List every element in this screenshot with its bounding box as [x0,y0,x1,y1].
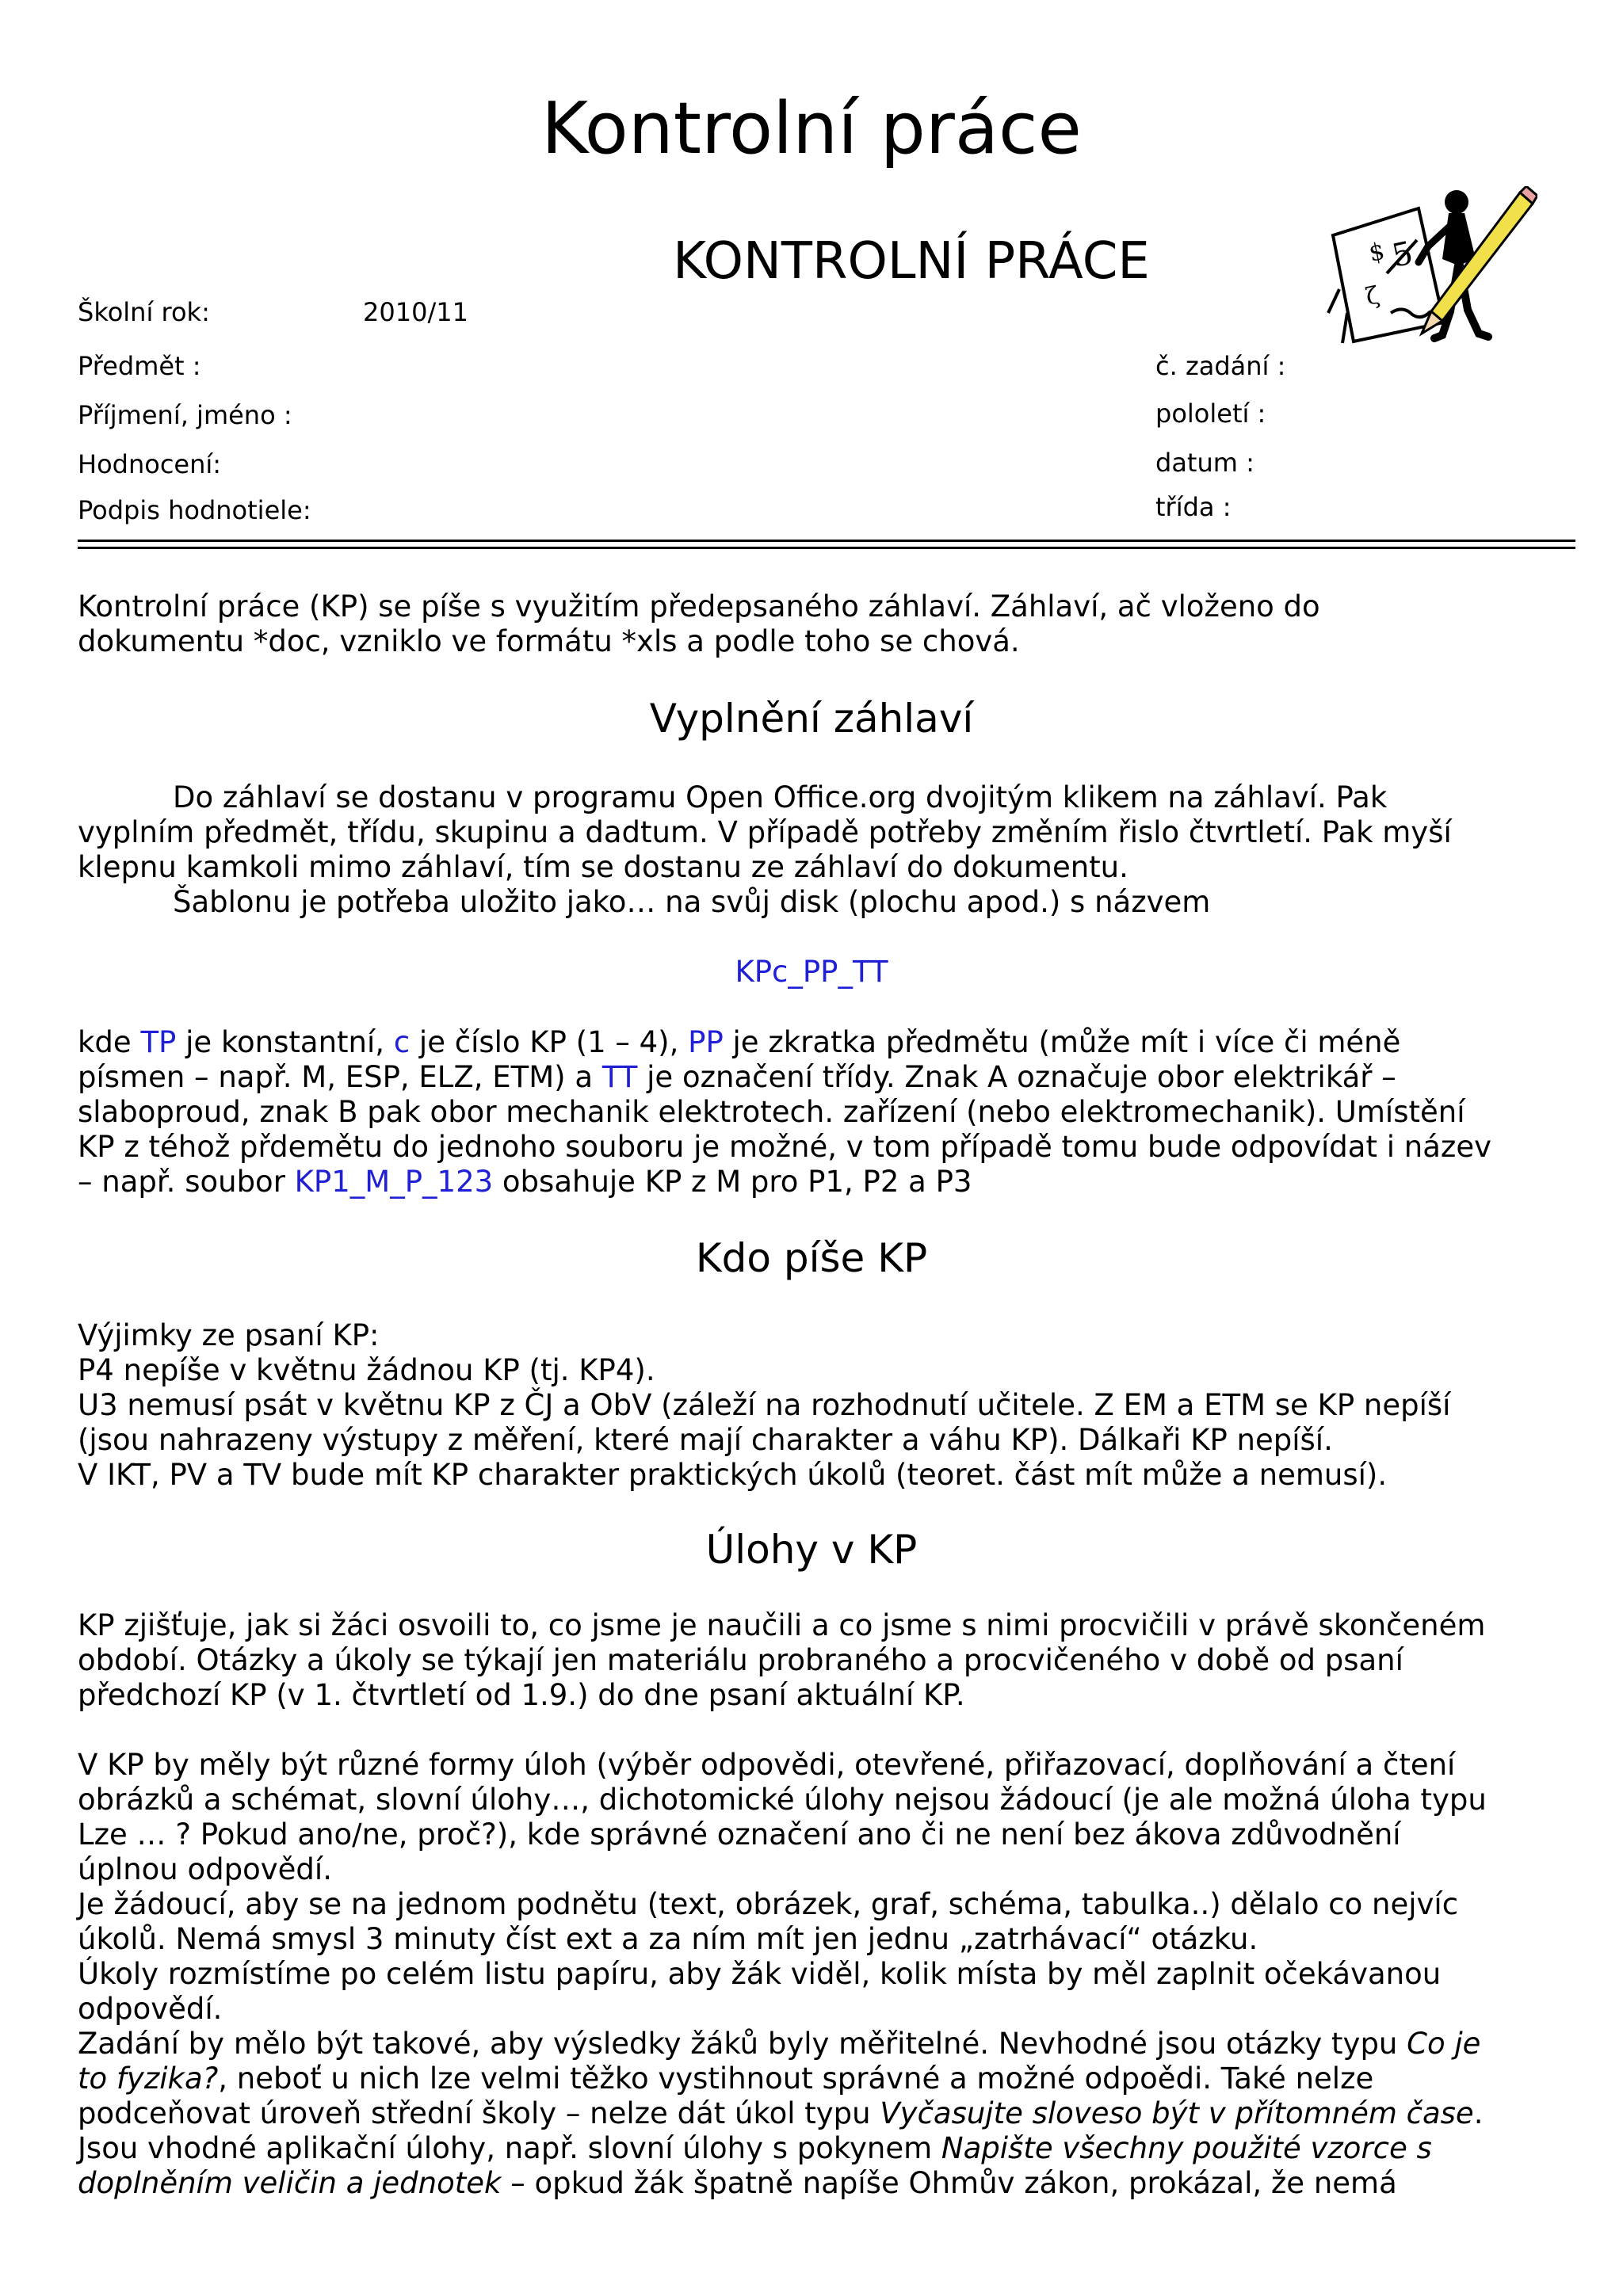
school-year-label: Školní rok: [78,297,210,327]
school-year-value: 2010/11 [363,297,468,327]
fill-line: vyplním předmět, třídu, skupinu a dadtum. V případě potřeby změním řislo čtvrtletí. Pak myší [78,815,1452,849]
fill-paragraph-1 [78,780,1568,920]
tasks-line: Úkoly rozmístíme po celém listu papíru, aby žák viděl, kolik místa by měl zaplnit očekávanou [78,1957,1442,1991]
date-label: datum : [1155,448,1254,478]
header-title: KONTROLNÍ PRÁCE [673,232,1150,291]
semester-label: pololetí : [1155,399,1266,429]
section-heading-tasks: Úlohy v KP [705,1527,918,1573]
who-line: P4 nepíše v květnu žádnou KP (tj. KP4). [78,1353,655,1387]
header-divider-top [78,540,1575,542]
intro-line: dokumentu *doc, vzniklo ve formátu *xls a podle toho se chová. [78,624,1020,658]
template-name: KPc_PP_TT [735,955,888,989]
fill-line: klepnu kamkoli mimo záhlaví, tím se dostanu ze záhlaví do dokumentu. [78,850,1128,884]
document-title: Kontrolní práce [541,87,1082,170]
section-heading-fill-header: Vyplnění záhlaví [649,696,974,742]
tasks-line: Lze … ? Pokud ano/ne, proč?), kde správné označení ano či ne není bez ákova zdůvodnění [78,1817,1401,1852]
fill-line: kde TP je konstantní, c je číslo KP (1 – 4), PP je zkratka předmětu (může mít i více či méně [78,1025,1401,1059]
intro-paragraph [78,589,1568,659]
tasks-line: Jsou vhodné aplikační úlohy, např. slovní úlohy s pokynem Napište všechny použité vzorce s [78,2131,1432,2165]
tasks-line: KP zjišťuje, jak si žáci osvoili to, co jsme je naučili a co jsme s nimi procvičili v právě skončeném [78,1608,1486,1642]
tasks-paragraph-1 [78,1608,1568,1713]
who-line: (jsou nahrazeny výstupy z měření, které mají charakter a váhu KP). Dálkaři KP nepíší. [78,1423,1333,1457]
tasks-line: doplněním veličin a jednotek – opkud žák špatně napíše Ohmův zákon, prokázal, že nemá [78,2166,1397,2200]
tasks-paragraph-2 [78,1748,1568,2201]
header-divider-bottom [78,547,1575,549]
tasks-line: předchozí KP (v 1. čtvrtletí od 1.9.) do dne psaní aktuální KP. [78,1678,965,1712]
section-heading-who-writes: Kdo píše KP [695,1235,928,1281]
tasks-line: odpovědí. [78,1992,223,2026]
tasks-line: podceňovat úroveň střední školy – nelze dát úkol typu Vyčasujte sloveso být v přítomném čase. [78,2096,1484,2130]
fill-line: Do záhlaví se dostanu v programu Open Office.org dvojitým klikem na záhlaví. Pak [173,780,1388,814]
tasks-line: úkolů. Nemá smysl 3 minuty číst ext a za ním mít jen jednu „zatrhávací“ otázku. [78,1922,1258,1956]
tasks-line: V KP by měly být různé formy úloh (výběr odpovědi, otevřené, přiřazovací, doplňování a čtení [78,1748,1456,1782]
fill-line: KP z téhož přdemětu do jednoho souboru je možné, v tom případě tomu bude odpovídat i název [78,1130,1491,1164]
fill-line: slaboproud, znak B pak obor mechanik elektrotech. zařízení (nebo elektromechanik). Umístění [78,1095,1465,1129]
fill-line: Šablonu je potřeba uložito jako… na svůj disk (plochu apod.) s názvem [173,885,1211,919]
fill-line: – např. soubor KP1_M_P_123 obsahuje KP z M pro P1, P2 a P3 [78,1165,972,1199]
who-line: Výjimky ze psaní KP: [78,1318,380,1352]
who-paragraph [78,1318,1568,1493]
grade-label: Hodnocení: [78,449,222,479]
tasks-line: Zadání by mělo být takové, aby výsledky žáků byly měřitelné. Nevhodné jsou otázky typu Co je [78,2027,1481,2061]
name-label: Příjmení, jméno : [78,400,292,430]
tasks-line: úplnou odpovědí. [78,1852,332,1886]
fill-paragraph-3 [78,1025,1568,1199]
signature-label: Podpis hodnotiele: [78,495,311,525]
svg-text:$: $ [1366,237,1388,268]
who-line: V IKT, PV a TV bude mít KP charakter praktických úkolů (teoret. část mít může a nemusí). [78,1458,1388,1492]
svg-text:ζ: ζ [1363,281,1382,311]
intro-line: Kontrolní práce (KP) se píše s využitím předepsaného záhlaví. Záhlaví, ač vloženo do [78,589,1320,624]
fill-line: písmen – např. M, ESP, ELZ, ETM) a TT je označení třídy. Znak A označuje obor elektrikář – [78,1060,1396,1094]
class-label: třída : [1155,492,1232,522]
subject-label: Předmět : [78,351,201,381]
tasks-line: období. Otázky a úkoly se týkají jen materiálu probraného a procvičeného v době od psaní [78,1643,1403,1677]
assignment-number-label: č. zadání : [1155,351,1286,381]
tasks-line: to fyzika?, neboť u nich lze velmi těžko vystihnout správné a možné odpoědi. Také nelze [78,2061,1374,2096]
who-line: U3 nemusí psát v květnu KP z ČJ a ObV (záleží na rozhodnutí učitele. Z EM a ETM se KP nepíší [78,1388,1451,1422]
person-writing-on-easel-icon [1323,186,1537,345]
tasks-line: Je žádoucí, aby se na jednom podnětu (text, obrázek, graf, schéma, tabulka..) dělalo co nejvíc [78,1887,1459,1921]
tasks-line: obrázků a schémat, slovní úlohy…, dichotomické úlohy nejsou žádoucí (je ale možná úloha typu [78,1783,1487,1817]
